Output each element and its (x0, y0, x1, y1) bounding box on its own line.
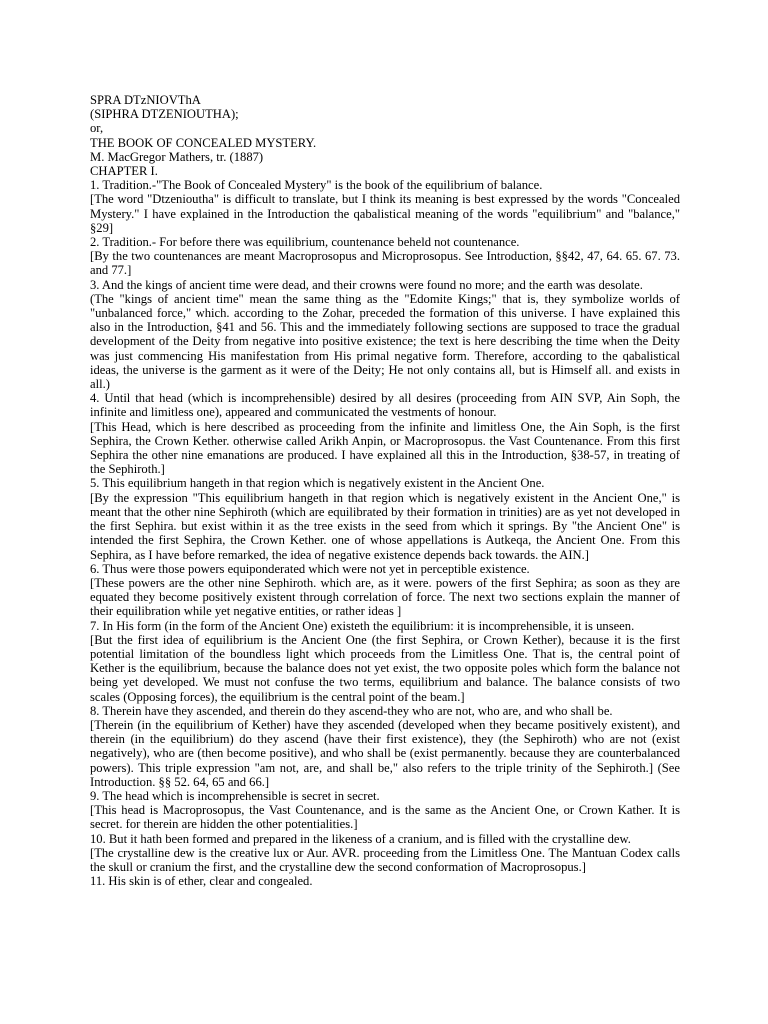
paragraph-1-note: [The word "Dtzenioutha" is difficult to translate, but I think its meaning is best expressed by the words "Concealed Mystery." I have explained in the Introduction the qabalistical meaning of the words "equilibrium" and "balance," §29] (90, 192, 680, 235)
title-english: THE BOOK OF CONCEALED MYSTERY. (90, 135, 317, 150)
paragraph-3-note: (The "kings of ancient time" mean the same thing as the "Edomite Kings;" that is, they symbolize worlds of "unbalanced force," which. according to the Zohar, preceded the formation of this universe. I have explained this also in the Introduction, §41 and 56. This and the immediately following sections are supposed to trace the gradual development of the Deity from negative into positive existence; the text is here describing the time when the Deity was just commencing His manifestation from His primal negative form. Therefore, according to the qabalistical ideas, the universe is the garment as it were of the Deity; He not only contains all, but is Himself all. and exists in all.) (90, 291, 680, 392)
paragraph-4-note: [This Head, which is here described as proceeding from the infinite and limitless One, the Ain Soph, is the first Sephira, the Crown Kether. otherwise called Arikh Anpin, or Macroprosopus. the Vast Countenance. From this first Sephira the other nine emanations are produced. I have explained all this in the Introduction, §38-57, in treating of the Sephiroth.] (90, 419, 680, 477)
translator-credit: M. MacGregor Mathers, tr. (1887) (90, 149, 264, 164)
paragraph-9-note: [This head is Macroprosopus, the Vast Countenance, and is the same as the Ancient One, or Crown Kather. It is secret. for therein are hidden the other potentialities.] (90, 803, 680, 832)
title-or: or, (90, 121, 104, 136)
paragraph-2: 2. Tradition.- For before there was equilibrium, countenance beheld not countenance. (90, 235, 520, 250)
paragraph-8: 8. Therein have they ascended, and therein do they ascend-they who are not, who are, and who shall be. (90, 703, 613, 718)
paragraph-4: 4. Until that head (which is incomprehensible) desired by all desires (proceeding from AIN SVP, Ain Soph, the infinite and limitless one), appeared and communicated the vestments of honour. (90, 391, 680, 420)
paragraph-3: 3. And the kings of ancient time were dead, and their crowns were found no more; and the earth was desolate. (90, 277, 643, 292)
document-page (90, 93, 680, 888)
title-hebrew: SPRA DTzNIOVThA (90, 93, 201, 107)
paragraph-2-note: [By the two countenances are meant Macroprosopus and Microprosopus. See Introduction, §§42, 47, 64. 65. 67. 73. and 77.] (90, 249, 680, 278)
paragraph-5-note: [By the expression "This equilibrium hangeth in that region which is negatively existent in the Ancient One," is meant that the other nine Sephiroth (which are equilibrated by their formation in trinities) are as yet not developed in the first Sephira. but exist within it as the tree exists in the seed from which it springs. By "the Ancient One" is intended the first Sephira, the Crown Kether. one of whose appellations is Autkeqa, the Ancient One. From this Sephira, as I have before remarked, the idea of negative existence depends back towards. the AIN.] (90, 490, 680, 562)
paragraph-5: 5. This equilibrium hangeth in that region which is negatively existent in the Ancient One. (90, 476, 545, 491)
paragraph-1: 1. Tradition.-"The Book of Concealed Mystery" is the book of the equilibrium of balance. (90, 178, 543, 193)
paragraph-8-note: [Therein (in the equilibrium of Kether) have they ascended (developed when they became positively existent), and therein (in the equilibrium) do they ascend (have their first existence), they (the Sephiroth) who are not (exist negatively), who are (then become positive), and who shall be (exist permanently. because they are counterbalanced powers). This triple expression "am not, are, and shall be," also refers to the triple trinity of the Sephiroth.] (See Introduction. §§ 52. 64, 65 and 66.] (90, 717, 680, 789)
paragraph-9: 9. The head which is incomprehensible is secret in secret. (90, 788, 380, 803)
paragraph-7-note: [But the first idea of equilibrium is the Ancient One (the first Sephira, or Crown Kether), because it is the first potential limitation of the boundless light which proceeds from the Limitless One. That is, the central point of Kether is the equilibrium, because the balance does not yet exist, the two opposite poles which form the balance not being yet developed. We must not confuse the two terms, equilibrium and balance. The balance consists of two scales (Opposing forces), the equilibrium is the central point of the beam.] (90, 632, 680, 704)
chapter-heading: CHAPTER I. (90, 164, 158, 179)
paragraph-6: 6. Thus were those powers equiponderated which were not yet in perceptible existence. (90, 561, 530, 576)
paragraph-10-note: [The crystalline dew is the creative lux or Aur. AVR. proceeding from the Limitless One. The Mantuan Codex calls the skull or cranium the first, and the crystalline dew the second conformation of Macroprosopus.] (90, 845, 680, 874)
paragraph-10: 10. But it hath been formed and prepared in the likeness of a cranium, and is filled with the crystalline dew. (90, 831, 631, 846)
paragraph-11: 11. His skin is of ether, clear and congealed. (90, 874, 313, 889)
paragraph-6-note: [These powers are the other nine Sephiroth. which are, as it were. powers of the first Sephira; as soon as they are equated they become positively existent through correlation of force. The next two sections explain the manner of their equilibration while yet negative entities, or rather ideas ] (90, 575, 680, 619)
title-transliteration: (SIPHRA DTZENIOUTHA); (90, 107, 239, 122)
paragraph-7: 7. In His form (in the form of the Ancient One) existeth the equilibrium: it is incomprehensible, it is unseen. (90, 618, 635, 633)
